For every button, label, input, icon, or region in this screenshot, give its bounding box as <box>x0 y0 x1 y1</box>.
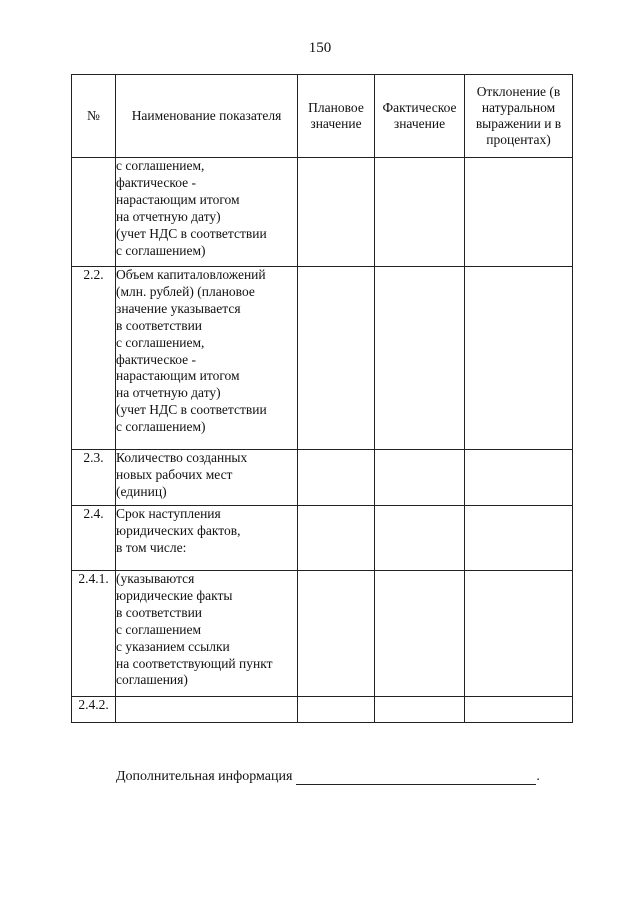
row-fact-cell <box>375 450 465 506</box>
row-number: 2.3. <box>72 450 116 506</box>
row-number: 2.4.1. <box>72 571 116 697</box>
additional-info-end-mark: . <box>536 769 540 784</box>
row-deviation-cell <box>465 571 573 697</box>
row-deviation-cell <box>465 158 573 267</box>
row-plan-cell <box>298 506 375 571</box>
additional-info <box>116 769 540 785</box>
row-indicator-name: Количество созданных новых рабочих мест (единиц) <box>116 450 298 506</box>
row-fact-cell <box>375 267 465 450</box>
row-number: 2.2. <box>72 267 116 450</box>
row-fact-cell <box>375 697 465 723</box>
table-row <box>72 267 573 450</box>
row-deviation-cell <box>465 267 573 450</box>
table-row <box>72 450 573 506</box>
additional-info-label: Дополнительная информация <box>116 769 293 784</box>
row-indicator-name: Срок наступления юридических фактов, в том числе: <box>116 506 298 571</box>
row-indicator-name: с соглашением, фактическое - нарастающим итогом на отчетную дату) (учет НДС в соответствии с соглашением) <box>116 158 298 267</box>
row-number: 2.4.2. <box>72 697 116 723</box>
row-deviation-cell <box>465 450 573 506</box>
row-deviation-cell <box>465 697 573 723</box>
row-deviation-cell <box>465 506 573 571</box>
header-indicator-name: Наименование показателя <box>116 75 298 158</box>
table-row <box>72 571 573 697</box>
row-plan-cell <box>298 267 375 450</box>
row-plan-cell <box>298 571 375 697</box>
row-number: 2.4. <box>72 506 116 571</box>
header-deviation: Отклонение (в натуральном выражении и в процентах) <box>465 75 573 158</box>
row-fact-cell <box>375 571 465 697</box>
row-plan-cell <box>298 697 375 723</box>
row-plan-cell <box>298 450 375 506</box>
header-number: № <box>72 75 116 158</box>
row-fact-cell <box>375 158 465 267</box>
row-number <box>72 158 116 267</box>
table-row <box>72 158 573 267</box>
row-plan-cell <box>298 158 375 267</box>
table-row <box>72 506 573 571</box>
header-plan-value: Плановое значение <box>298 75 375 158</box>
table-row <box>72 697 573 723</box>
row-indicator-name <box>116 697 298 723</box>
row-fact-cell <box>375 506 465 571</box>
indicators-table <box>71 74 573 723</box>
row-indicator-name: (указываются юридические факты в соответствии с соглашением с указанием ссылки на соответствующий пункт соглашения) <box>116 571 298 697</box>
additional-info-fill-line <box>296 770 536 785</box>
row-indicator-name: Объем капиталовложений (млн. рублей) (плановое значение указывается в соответствии с соглашением, фактическое - нарастающим итогом на отчетную дату) (учет НДС в соответствии с соглашением) <box>116 267 298 450</box>
page-number: 150 <box>308 40 332 56</box>
header-fact-value: Фактическое значение <box>375 75 465 158</box>
table-header-row <box>72 75 573 158</box>
